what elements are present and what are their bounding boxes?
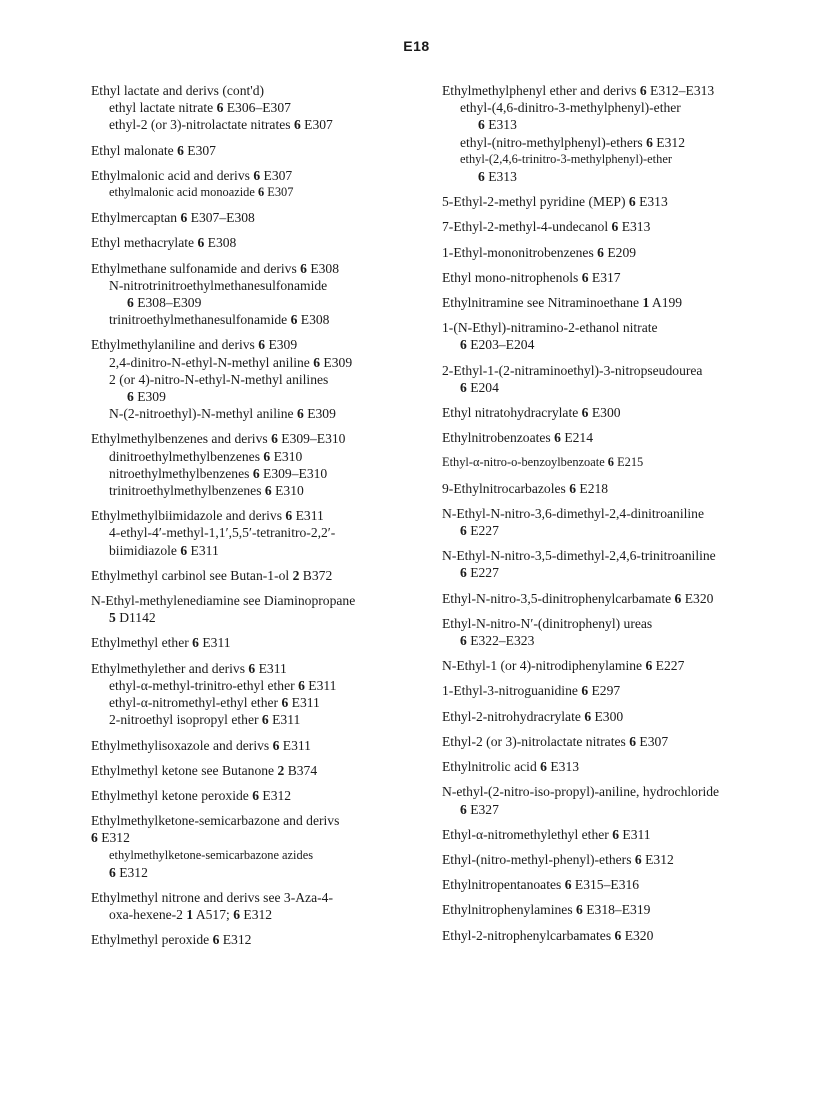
index-entry-heading: Ethyl mono-nitrophenols 6 E317 <box>442 269 621 285</box>
index-entry-heading: N-Ethyl-1 (or 4)-nitrodiphenylamine 6 E227 <box>442 658 685 674</box>
index-entry-heading: Ethyl-2 (or 3)-nitrolactate nitrates 6 E307 <box>442 733 669 749</box>
index-entry <box>442 851 792 868</box>
index-entry <box>442 404 792 421</box>
index-entry-subline: ethyl-α-nitromethyl-ethyl ether 6 E311 <box>109 695 320 711</box>
index-entry <box>91 507 436 559</box>
index-entry-subline: nitroethylmethylbenzenes 6 E309–E310 <box>109 465 328 481</box>
index-entry <box>91 430 436 499</box>
index-entry <box>442 927 792 944</box>
index-entry-heading: Ethyl methacrylate 6 E308 <box>91 235 237 251</box>
index-entry <box>442 362 792 396</box>
index-entry-heading: Ethyl-2-nitrophenylcarbamates 6 E320 <box>442 927 654 943</box>
index-entry-heading: Ethylmethyl ketone see Butanone 2 B374 <box>91 762 318 778</box>
index-entry <box>442 657 792 674</box>
index-column-left <box>91 82 436 957</box>
index-entry <box>442 876 792 893</box>
index-entry-subline: biimidiazole 6 E311 <box>109 542 219 558</box>
index-entry-subline: 2,4-dinitro-N-ethyl-N-methyl aniline 6 E309 <box>109 354 353 370</box>
index-entry-subline: 2-nitroethyl isopropyl ether 6 E311 <box>109 712 301 728</box>
index-entry <box>442 901 792 918</box>
index-entry-heading: Ethylmethylphenyl ether and derivs 6 E312–E313 <box>442 83 715 98</box>
index-entry <box>442 758 792 775</box>
index-entry-subline: 5 D1142 <box>109 610 156 626</box>
index-entry-subline: ethyl-2 (or 3)-nitrolactate nitrates 6 E307 <box>109 117 333 133</box>
index-entry <box>442 547 792 581</box>
index-entry-subline: 6 E227 <box>460 523 499 539</box>
index-entry-heading: Ethylnitrolic acid 6 E313 <box>442 759 580 775</box>
index-entry <box>442 218 792 235</box>
index-entry-subline: 6 E308–E309 <box>127 295 202 311</box>
index-entry-heading: Ethyl-α-nitro-o-benzoylbenzoate 6 E215 <box>442 455 644 470</box>
index-entry-heading: N-Ethyl-methylenediamine see Diaminopropane <box>91 593 356 609</box>
index-entry <box>442 480 792 497</box>
index-entry-heading: Ethylmalonic acid and derivs 6 E307 <box>91 167 293 183</box>
index-entry <box>91 209 436 226</box>
index-entry <box>442 82 792 185</box>
index-entry-subline: 2 (or 4)-nitro-N-ethyl-N-methyl anilines <box>109 371 329 387</box>
index-entry-subline: N-(2-nitroethyl)-N-methyl aniline 6 E309 <box>109 406 336 422</box>
index-entry <box>442 294 792 311</box>
index-entry <box>91 812 436 881</box>
index-entry-heading: Ethylmethane sulfonamide and derivs 6 E308 <box>91 260 340 276</box>
page-header: E18 <box>403 38 430 54</box>
index-entry-heading: Ethylmethylketone-semicarbazone and derivs <box>91 813 340 829</box>
index-entry <box>91 234 436 251</box>
index-entry-subline: ethylmalonic acid monoazide 6 E307 <box>109 185 294 200</box>
index-entry-heading: Ethyl-2-nitrohydracrylate 6 E300 <box>442 708 624 724</box>
index-entry-heading: Ethylmethylbiimidazole and derivs 6 E311 <box>91 508 324 524</box>
index-entry-subline: ethyl lactate nitrate 6 E306–E307 <box>109 100 291 116</box>
index-entry-subline: ethyl-α-methyl-trinitro-ethyl ether 6 E311 <box>109 677 337 693</box>
index-entry <box>442 590 792 607</box>
index-entry <box>91 931 436 948</box>
index-entry <box>442 783 792 817</box>
index-entry <box>91 142 436 159</box>
index-entry <box>91 762 436 779</box>
index-entry-subline: 6 E203–E204 <box>460 337 535 353</box>
index-entry <box>91 787 436 804</box>
index-entry-subline: 6 E322–E323 <box>460 633 535 649</box>
index-entry <box>442 826 792 843</box>
index-entry <box>91 82 436 134</box>
index-entry-heading: Ethylnitrobenzoates 6 E214 <box>442 430 594 446</box>
index-entry-heading: 1-Ethyl-3-nitroguanidine 6 E297 <box>442 683 621 699</box>
index-entry-subline: ethylmethylketone-semicarbazone azides <box>109 847 314 862</box>
index-entry-heading: Ethylnitramine see Nitraminoethane 1 A199 <box>442 295 683 311</box>
index-entry-subline: 6 E313 <box>478 169 517 185</box>
index-entry-heading: Ethylmethyl carbinol see Butan-1-ol 2 B372 <box>91 567 333 583</box>
index-entry-heading: N-Ethyl-N-nitro-3,5-dimethyl-2,4,6-trinitroaniline <box>442 548 716 564</box>
index-entry-subline: 6 E327 <box>460 801 499 817</box>
index-entry <box>442 269 792 286</box>
index-entry-heading: Ethylmethylaniline and derivs 6 E309 <box>91 337 298 353</box>
index-entry <box>442 244 792 261</box>
index-entry <box>442 505 792 539</box>
index-entry-heading: Ethyl-N-nitro-3,5-dinitrophenylcarbamate 6 E320 <box>442 590 714 606</box>
index-entry-subline: trinitroethylmethylbenzenes 6 E310 <box>109 483 304 499</box>
index-entry-subline: 6 E204 <box>460 379 499 395</box>
index-entry-heading: Ethylnitropentanoates 6 E315–E316 <box>442 877 640 893</box>
index-entry-subline: 6 E227 <box>460 565 499 581</box>
index-entry <box>91 660 436 729</box>
index-entry-subline: 6 E312 <box>109 864 148 880</box>
index-entry-heading: N-ethyl-(2-nitro-iso-propyl)-aniline, hydrochloride <box>442 784 720 800</box>
index-entry-heading: N-Ethyl-N-nitro-3,6-dimethyl-2,4-dinitroaniline <box>442 505 704 521</box>
index-entry-heading: Ethyl lactate and derivs (cont'd) <box>91 83 265 98</box>
index-entry-heading: Ethylnitrophenylamines 6 E318–E319 <box>442 902 651 918</box>
index-entry-heading: Ethylmethyl peroxide 6 E312 <box>91 932 252 948</box>
index-entry-subline: 4-ethyl-4′-methyl-1,1′,5,5′-tetranitro-2,2′- <box>109 525 336 541</box>
index-entry <box>91 592 436 626</box>
index-entry <box>91 260 436 329</box>
index-entry <box>91 634 436 651</box>
index-entry-heading: Ethyl-α-nitromethylethyl ether 6 E311 <box>442 826 651 842</box>
index-entry-subline: ethyl-(nitro-methylphenyl)-ethers 6 E312 <box>460 134 685 150</box>
index-entry-subline: trinitroethylmethanesulfonamide 6 E308 <box>109 312 330 328</box>
index-entry-heading: 7-Ethyl-2-methyl-4-undecanol 6 E313 <box>442 219 651 235</box>
index-entry-heading: 1-Ethyl-mononitrobenzenes 6 E209 <box>442 244 637 260</box>
index-entry <box>442 319 792 353</box>
index-entry <box>442 429 792 446</box>
index-entry-heading: Ethylmethylether and derivs 6 E311 <box>91 660 287 676</box>
index-column-right <box>442 82 792 952</box>
index-entry-subline: N-nitrotrinitroethylmethanesulfonamide <box>109 277 328 293</box>
index-entry-subline: 6 E309 <box>127 389 166 405</box>
index-entry-heading: 2-Ethyl-1-(2-nitraminoethyl)-3-nitropseudourea <box>442 362 703 378</box>
index-entry-heading: Ethyl-(nitro-methyl-phenyl)-ethers 6 E312 <box>442 851 674 867</box>
index-entry <box>442 708 792 725</box>
index-entry-heading: Ethylmercaptan 6 E307–E308 <box>91 210 255 226</box>
index-entry <box>442 733 792 750</box>
index-entry-heading: 5-Ethyl-2-methyl pyridine (MEP) 6 E313 <box>442 194 668 210</box>
index-entry-subline: ethyl-(4,6-dinitro-3-methylphenyl)-ether <box>460 100 681 116</box>
index-entry <box>442 454 792 471</box>
index-entry <box>91 167 436 201</box>
index-entry <box>442 682 792 699</box>
index-entry-heading: Ethyl nitratohydracrylate 6 E300 <box>442 405 621 421</box>
index-entry-subline: dinitroethylmethylbenzenes 6 E310 <box>109 448 303 464</box>
index-entry <box>91 737 436 754</box>
index-entry <box>91 567 436 584</box>
index-entry-subline: ethyl-(2,4,6-trinitro-3-methylphenyl)-ether <box>460 151 672 166</box>
index-entry-subline: 6 E312 <box>91 830 130 846</box>
index-entry-subline: oxa-hexene-2 1 A517; 6 E312 <box>109 907 273 923</box>
index-entry-heading: Ethylmethylisoxazole and derivs 6 E311 <box>91 737 311 753</box>
index-entry-heading: Ethylmethyl ether 6 E311 <box>91 635 231 651</box>
index-entry-subline: 6 E313 <box>478 117 517 133</box>
index-entry-heading: 9-Ethylnitrocarbazoles 6 E218 <box>442 480 609 496</box>
index-entry <box>91 336 436 422</box>
index-entry-heading: Ethylmethylbenzenes and derivs 6 E309–E310 <box>91 431 346 447</box>
index-entry <box>442 615 792 649</box>
index-entry-heading: Ethyl malonate 6 E307 <box>91 142 216 158</box>
index-entry-heading: Ethylmethyl nitrone and derivs see 3-Aza-4- <box>91 889 333 905</box>
index-entry <box>442 193 792 210</box>
index-entry-heading: Ethylmethyl ketone peroxide 6 E312 <box>91 787 292 803</box>
index-entry-heading: 1-(N-Ethyl)-nitramino-2-ethanol nitrate <box>442 320 658 336</box>
index-entry <box>91 889 436 923</box>
index-entry-heading: Ethyl-N-nitro-N′-(dinitrophenyl) ureas <box>442 615 653 631</box>
